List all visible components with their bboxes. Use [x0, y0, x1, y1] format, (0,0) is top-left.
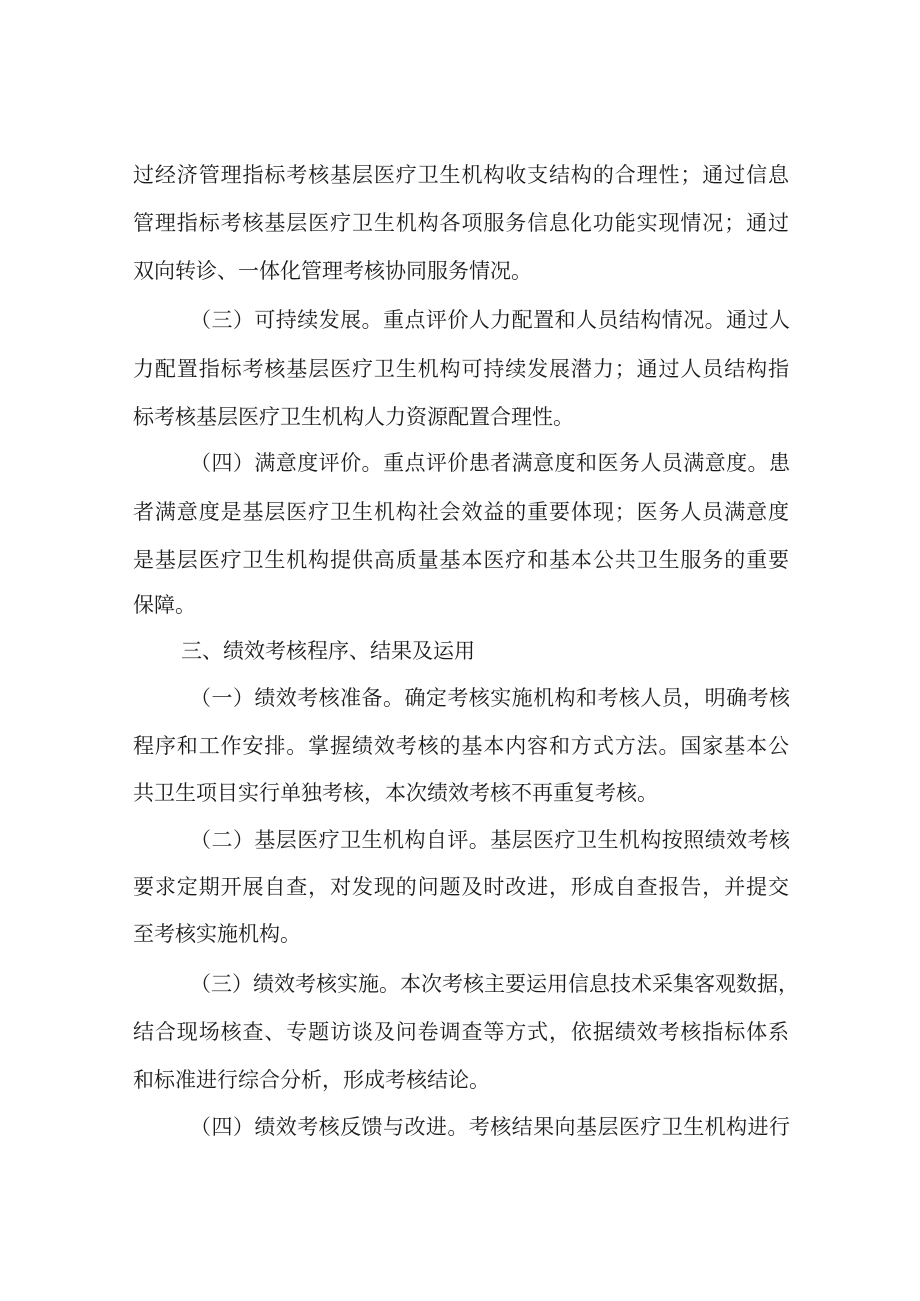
- paragraph-line: 过经济管理指标考核基层医疗卫生机构收支结构的合理性；通过信息: [133, 163, 789, 187]
- paragraph-line: （四）绩效考核反馈与改进。考核结果向基层医疗卫生机构进行: [190, 1115, 790, 1139]
- paragraph-line: 管理指标考核基层医疗卫生机构各项服务信息化功能实现情况；通过: [133, 211, 789, 235]
- paragraph-line: （三）绩效考核实施。本次考核主要运用信息技术采集客观数据，: [190, 972, 799, 996]
- paragraph-line: （一）绩效考核准备。确定考核实施机构和考核人员，明确考核: [190, 686, 790, 710]
- paragraph-line: 者满意度是基层医疗卫生机构社会效益的重要体现；医务人员满意度: [133, 500, 789, 524]
- paragraph-line: 保障。: [133, 593, 196, 617]
- paragraph-line: 双向转诊、一体化管理考核协同服务情况。: [133, 259, 532, 283]
- section-heading: 三、绩效考核程序、结果及运用: [181, 639, 475, 663]
- paragraph-line: （二）基层医疗卫生机构自评。基层医疗卫生机构按照绩效考核: [190, 828, 790, 852]
- paragraph-line: 程序和工作安排。掌握绩效考核的基本内容和方式方法。国家基本公: [133, 734, 789, 758]
- paragraph-line: 共卫生项目实行单独考核，本次绩效考核不再重复考核。: [133, 781, 658, 805]
- paragraph-line: 标考核基层医疗卫生机构人力资源配置合理性。: [133, 405, 574, 429]
- paragraph-line: （三）可持续发展。重点评价人力配置和人员结构情况。通过人: [190, 308, 790, 332]
- paragraph-line: 力配置指标考核基层医疗卫生机构可持续发展潜力；通过人员结构指: [133, 357, 789, 381]
- paragraph-line: 和标准进行综合分析，形成考核结论。: [133, 1068, 490, 1092]
- paragraph-line: 要求定期开展自查，对发现的问题及时改进，形成自查报告，并提交: [133, 875, 789, 899]
- paragraph-line: 至考核实施机构。: [133, 922, 301, 946]
- paragraph-line: 结合现场核查、专题访谈及问卷调查等方式，依据绩效考核指标体系: [133, 1020, 789, 1044]
- paragraph-line: （四）满意度评价。重点评价患者满意度和医务人员满意度。患: [190, 451, 790, 475]
- paragraph-line: 是基层医疗卫生机构提供高质量基本医疗和基本公共卫生服务的重要: [133, 548, 789, 572]
